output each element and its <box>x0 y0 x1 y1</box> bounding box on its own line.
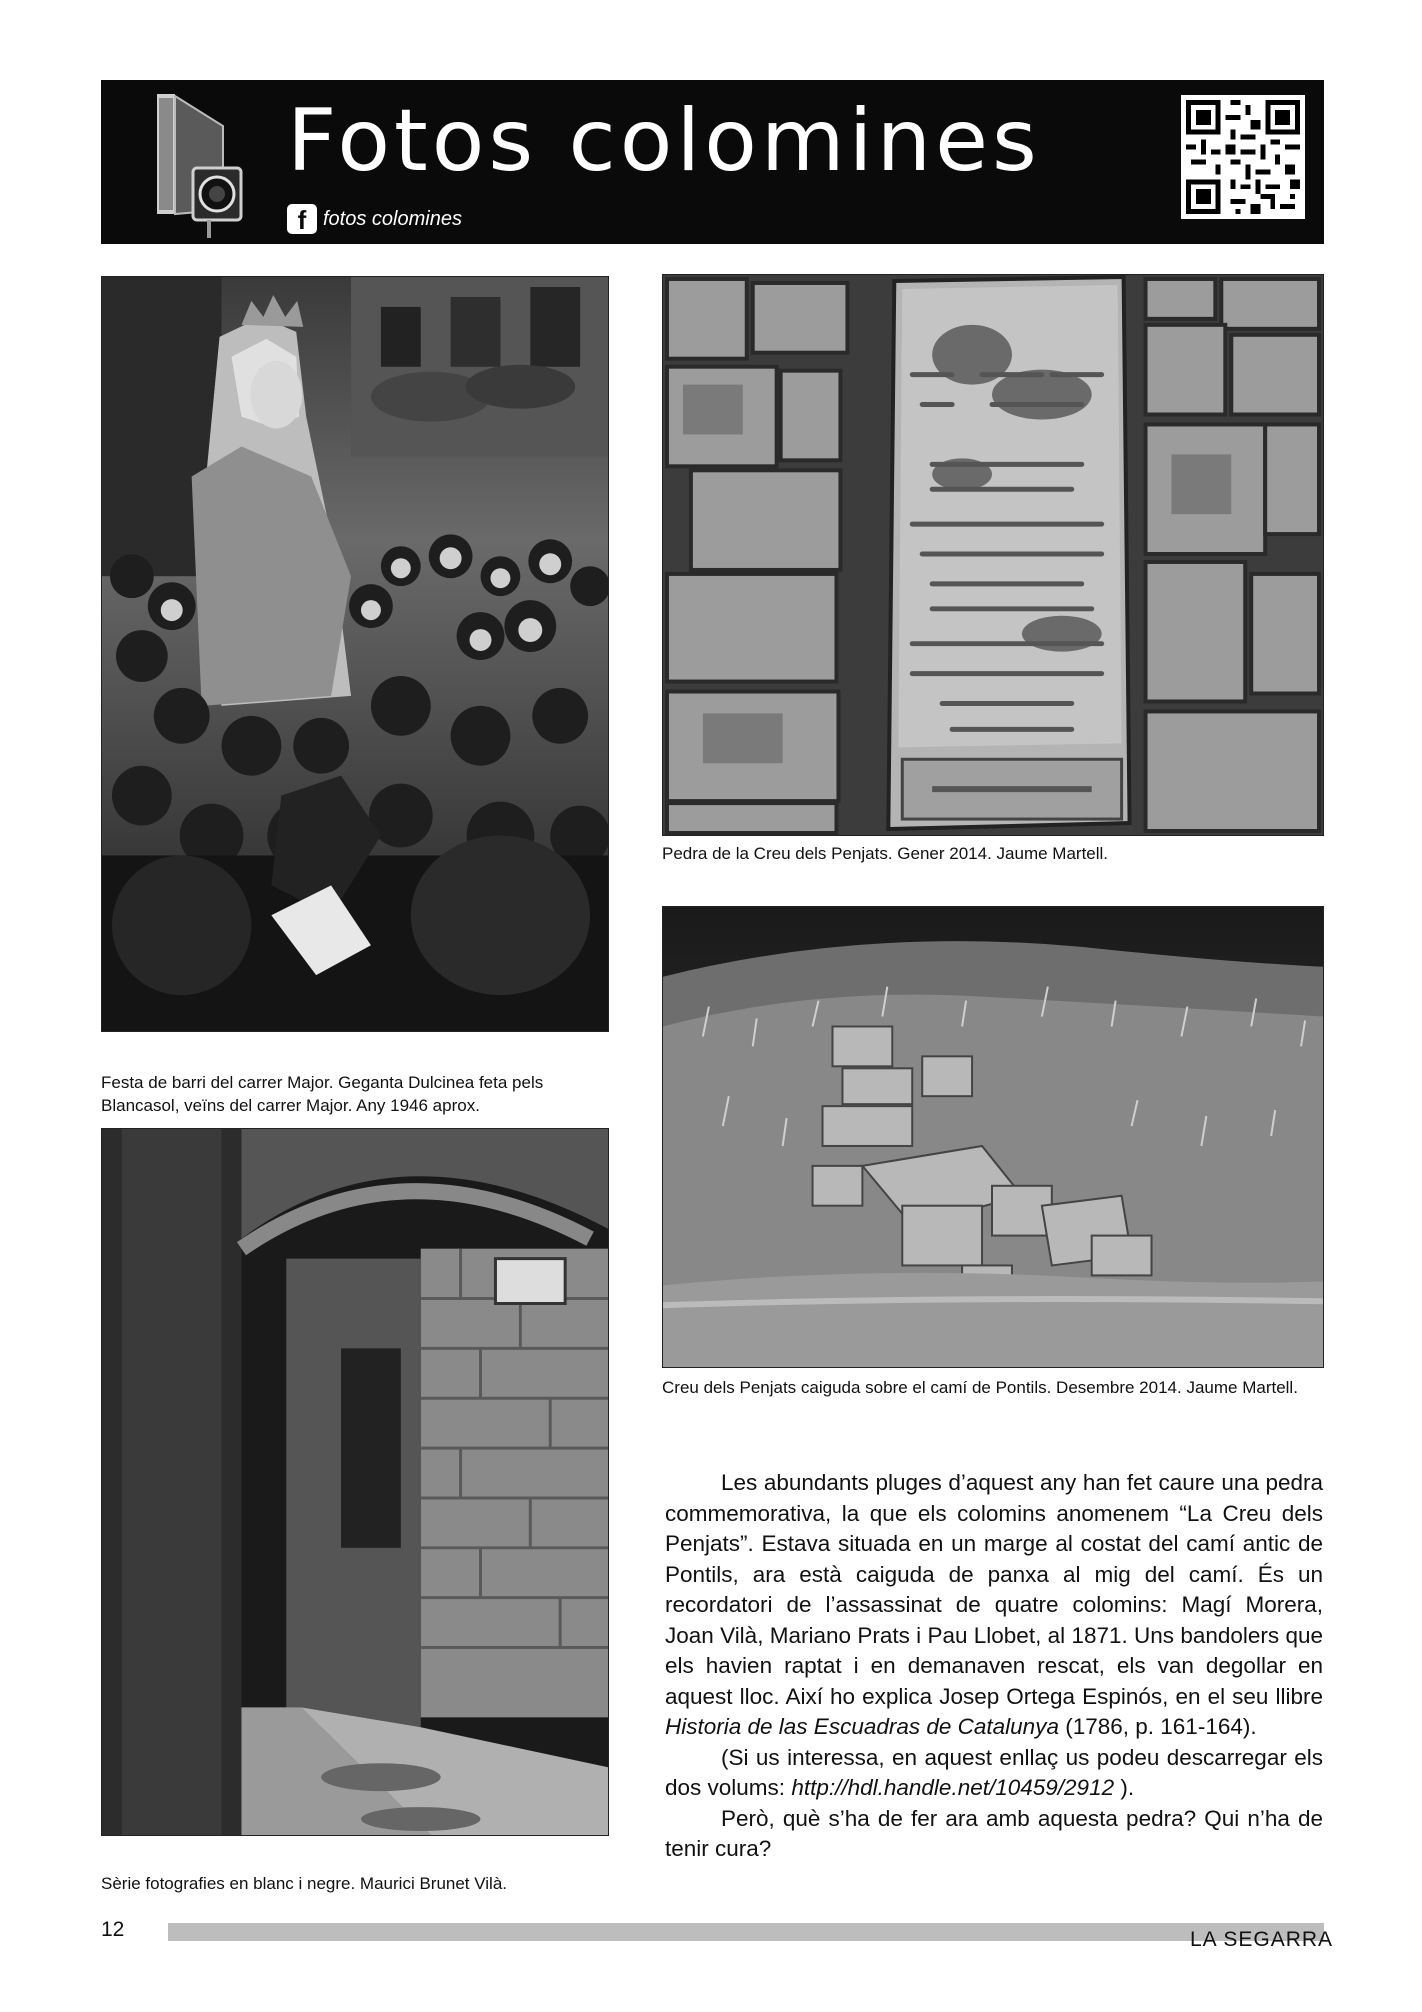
photo-memorial-stone <box>662 274 1324 836</box>
article-paragraph: Però, què s’ha de fer ara amb aquesta pedra? Qui n’ha de tenir cura? <box>665 1805 1323 1861</box>
article-paragraph <box>665 1743 1323 1804</box>
footer-bar <box>168 1923 1324 1941</box>
photo-caption: Creu dels Penjats caiguda sobre el camí de Pontils. Desembre 2014. Jaume Martell. <box>662 1378 1298 1397</box>
photo-archway-street <box>101 1128 609 1836</box>
article-text: Les abundants pluges d’aquest any han fet caure una pedra commemorativa, la que els colomins anomenem “La Creu dels Penjats”. Estava situada en un marge al costat del camí antic de Pontils, ara està caiguda de panxa al mig del camí. És un recordatori de l’assassinat de quatre colomins: Magí Morera, Joan Vilà, Mariano Prats i Pau Llobet, al 1871. Uns bandolers que els havien raptat i en demanaven rescat, els van degollar en aquest lloc. Així ho explica Josep Ortega Espinós, en el seu llibre <box>665 1470 1323 1709</box>
facebook-link[interactable] <box>287 203 462 235</box>
qr-code-icon[interactable] <box>1181 95 1305 219</box>
photo-caption: Pedra de la Creu dels Penjats. Gener 2014. Jaume Martell. <box>662 844 1109 863</box>
book-title: Historia de las Escuadras de Catalunya <box>665 1714 1059 1739</box>
article-paragraph <box>665 1468 1323 1743</box>
camera-icon <box>153 90 243 240</box>
photo-festival-giant <box>101 276 609 1032</box>
article-text: ). <box>1114 1775 1135 1800</box>
photo-caption: Festa de barri del carrer Major. Geganta Dulcinea feta pels Blancasol, veïns del carrer Major. Any 1946 aprox. <box>101 1073 544 1115</box>
facebook-icon: f <box>287 204 317 234</box>
facebook-label: fotos colomines <box>323 207 462 230</box>
photo-fallen-stone <box>662 906 1324 1368</box>
page-title: Fotos colomines <box>287 91 1041 191</box>
header-banner <box>101 80 1324 244</box>
download-link[interactable]: http://hdl.handle.net/10459/2912 <box>791 1775 1115 1800</box>
article-text: (1786, p. 161-164). <box>1058 1714 1257 1739</box>
photo-caption: Sèrie fotografies en blanc i negre. Maurici Brunet Vilà. <box>101 1874 508 1893</box>
article-text: (Si us interessa, en aquest enllaç us podeu descarregar els dos volums: <box>665 1744 1323 1800</box>
publication-name: LA SEGARRA <box>1190 1928 1334 1951</box>
article-body <box>665 1468 1323 1865</box>
page-number: 12 <box>101 1918 125 1941</box>
